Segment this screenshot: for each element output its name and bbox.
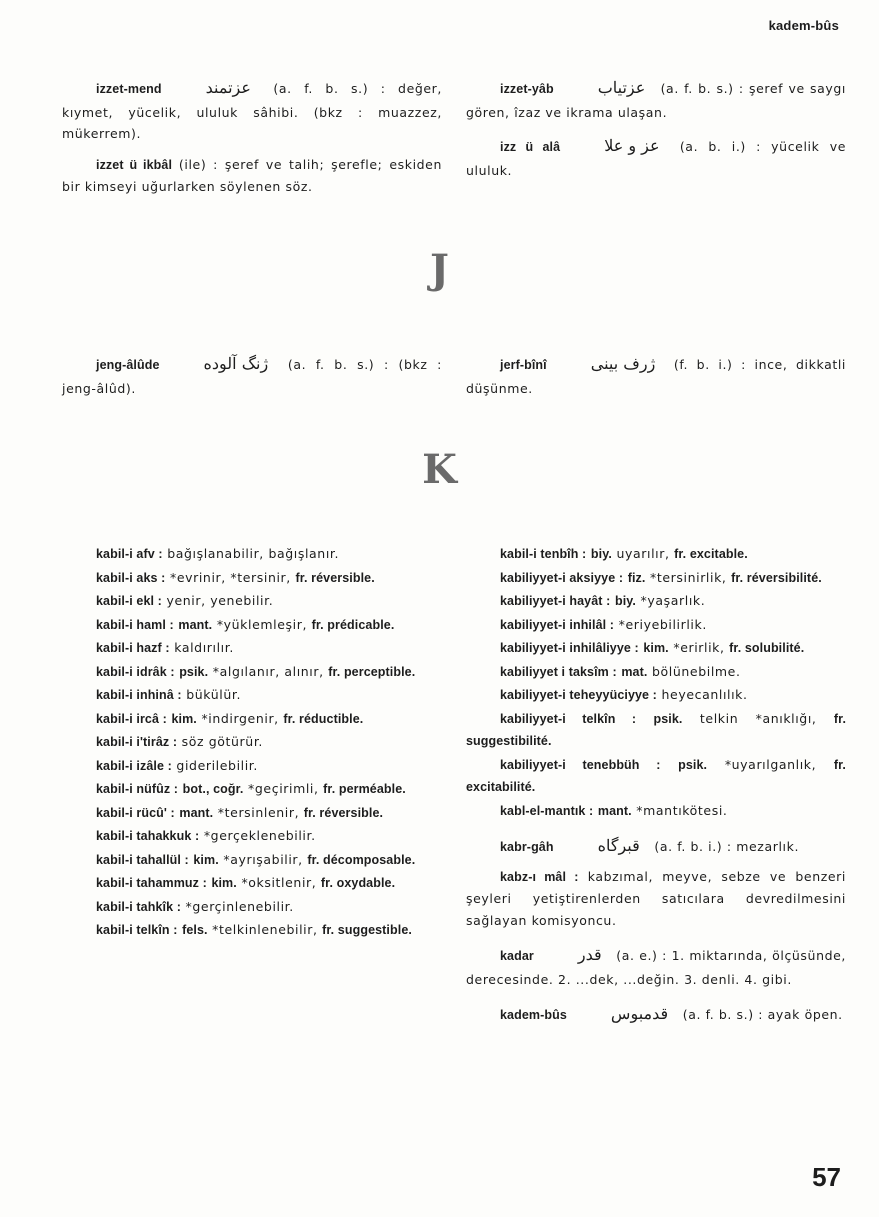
entry-headword: kabiliyyet-i inhilâl : [500,617,615,632]
entry-definition: söz götürür. [181,734,263,749]
entry-headword: kabil-i tahallül : [96,852,189,867]
entry-headword: kabil-i haml : [96,617,174,632]
entry-headword: kabil-i afv : [96,547,163,561]
dictionary-entry [466,350,846,399]
dictionary-entry [466,132,846,181]
dictionary-entry [466,74,846,123]
entry-headword: kabil-i inhinâ : [96,688,182,702]
entry-french-equivalent: fr. décomposable. [307,852,416,867]
dictionary-entry [62,825,442,848]
dictionary-entry [62,543,442,566]
dictionary-entry [466,614,846,637]
entry-definition: *ayrışabilir, [223,851,303,867]
entry-domain-label: mat. [621,664,648,679]
entry-headword: kabiliyyet-i telkîn : [500,711,637,726]
entry-headword: kabiliyyet-i teheyyüciyye : [500,688,657,702]
entry-definition: uyarılır, [616,546,670,561]
entry-definition: *gerçeklenebilir. [203,828,316,843]
entry-domain-label: kim. [211,876,237,890]
entry-domain-label: biy. [590,547,612,561]
running-head: kadem-bûs [768,18,839,33]
dictionary-entry [466,708,846,753]
entry-headword: kabz-ı mâl : [500,869,579,884]
entry-definition: (a. f. b. s.) : şeref ve saygı gören, îzaz ve ikrama ulaşan. [466,81,846,120]
entry-definition: *evrinir, *tersinir, [169,569,291,585]
dictionary-entry [62,802,442,825]
entry-headword: kabil-i hazf : [96,641,170,655]
entry-definition: (a. f. b. s.) : (bkz : jeng-âlûd). [62,357,442,396]
entry-headword: kabl-el-mantık : [500,803,594,818]
entry-headword: kabr-gâh [500,840,554,854]
entry-headword: kabil-i tahakkuk : [96,829,200,843]
entry-arabic-script: عز و علا [604,136,660,156]
entry-french-equivalent: fr. excitable. [674,547,748,561]
dictionary-entry [62,872,442,895]
entry-headword: kabil-i tenbîh : [500,547,587,561]
dictionary-entry [62,778,442,801]
k-right-column [466,543,846,1034]
entry-headword: kabil-i tahammuz : [96,876,207,890]
dictionary-entry [62,755,442,778]
entry-french-equivalent: fr. réversible. [303,805,384,820]
dictionary-entry [62,74,442,145]
entry-definition: yenir, yenebilir. [166,593,274,608]
entry-definition: (f. b. i.) : ince, dikkatli düşünme. [466,357,846,396]
entry-french-equivalent: fr. réversibilité. [731,570,822,585]
j-left-column [62,350,442,408]
entry-definition: kabzımal, meyve, sebze ve benzeri şeyleri yetiştirenlerden satıcılara devredilmesini sağlayan komisyoncu. [466,868,846,928]
entry-definition: *indirgenir, [201,710,279,726]
page-number: 57 [812,1162,841,1192]
j-right-column [466,350,846,408]
entry-definition: *tersinlenir, [217,804,300,820]
dictionary-entry [466,684,846,707]
entry-domain-label: kim. [643,641,669,655]
dictionary-entry [466,1000,846,1028]
entry-headword: kabiliyyet i taksîm : [500,664,617,679]
entry-headword: kadar [500,949,534,964]
entry-french-equivalent: fr. réductible. [283,711,364,726]
entry-french-equivalent: fr. prédicable. [311,617,395,632]
dictionary-entry [62,350,442,399]
dictionary-entry [62,637,442,660]
entry-definition: *oksitlenir, [241,875,317,890]
entry-definition: *eriyebilirlik. [618,616,707,632]
dictionary-entry [62,849,442,872]
entry-definition: *yüklemleşir, [216,616,308,632]
entry-definition: *erirlik, [673,640,725,655]
entry-domain-label: mant. [597,803,632,818]
entry-definition: *uyarılganlık, [724,756,817,772]
entry-definition: *geçirimli, [248,781,319,796]
entry-headword: jeng-âlûde [96,358,160,372]
entry-headword: kabiliyyet-i aksiyye : [500,570,624,585]
entry-definition: (a. f. b. s.) : değer, kıymet, yücelik, ululuk sâhibi. (bkz : muazzez, mükerrem). [62,81,442,142]
entry-headword: kabil-i telkîn : [96,923,178,937]
entry-domain-label: psik. [179,664,209,679]
dictionary-entry [62,731,442,754]
entry-domain-label: kim. [193,852,219,867]
dictionary-entry [466,590,846,613]
entry-definition: (a. f. b. i.) : mezarlık. [654,839,800,854]
dictionary-entry [62,590,442,613]
entry-headword: izzet ü ikbâl [96,157,173,172]
entry-definition: *yaşarlık. [640,593,706,608]
entry-french-equivalent: fr. perceptible. [328,664,416,679]
entry-domain-label: biy. [614,594,636,608]
entry-headword: kabil-i i'tirâz : [96,735,178,749]
entry-headword: kabil-i tahkîk : [96,899,181,914]
entry-definition: *telkinlenebilir, [212,922,318,937]
entry-definition: *mantıkötesi. [636,802,728,818]
section-letter-j: J [430,246,449,293]
entry-definition: *algılanır, alınır, [212,663,324,679]
entry-french-equivalent: fr. suggestible. [322,923,412,937]
entry-french-equivalent: fr. oxydable. [320,876,396,890]
entry-definition: (a. b. i.) : yücelik ve ululuk. [466,139,846,178]
dictionary-entry [62,567,442,590]
top-left-column [62,74,442,207]
entry-headword: izzet-yâb [500,82,554,96]
dictionary-entry [466,661,846,684]
entry-definition: *tersinirlik, [650,569,727,585]
entry-french-equivalent: fr. suggestibilité. [466,711,847,748]
entry-definition: telkin *anıklığı, [699,710,817,726]
dictionary-entry [466,637,846,660]
dictionary-entry [466,832,846,860]
dictionary-entry [466,754,846,799]
entry-definition: kaldırılır. [174,640,234,655]
dictionary-entry [62,684,442,707]
dictionary-entry [62,896,442,919]
entry-headword: kabiliyyet-i tenebbüh : [500,757,661,772]
entry-definition: *gerçinlenebilir. [185,898,294,914]
entry-french-equivalent: fr. excitabilité. [466,757,846,794]
dictionary-entry [466,941,846,990]
entry-definition: giderilebilir. [176,757,258,773]
top-right-column [466,74,846,190]
entry-arabic-script: ژنگ آلوده [203,354,269,373]
entry-arabic-script: عزتمند [205,78,251,97]
dictionary-entry [466,543,846,566]
entry-headword: kabil-i aks : [96,570,166,585]
dictionary-entry [466,866,846,932]
entry-domain-label: mant. [178,617,213,632]
dictionary-entry [62,614,442,637]
entry-definition: bölünebilme. [652,663,741,679]
entry-domain-label: mant. [179,805,214,820]
dictionary-entry [62,708,442,731]
entry-arabic-script: عزتياب [597,78,646,97]
entry-domain-label: fiz. [627,570,646,585]
dictionary-entry [62,919,442,942]
k-left-column [62,543,442,943]
entry-headword: kabil-i izâle : [96,758,172,773]
entry-domain-label: psik. [653,711,683,726]
entry-arabic-script: قدمبوس [610,1004,669,1024]
dictionary-entry [466,567,846,590]
dictionary-entry [62,661,442,684]
entry-definition: (a. e.) : 1. miktarında, ölçüsünde, derecesinde. 2. ...dek, ...değin. 3. denli. 4. gibi. [466,948,846,987]
section-letter-k: K [422,446,457,493]
entry-french-equivalent: fr. réversible. [295,570,375,585]
entry-headword: kabil-i rücû' : [96,805,175,820]
entry-arabic-script: قدر [577,945,602,965]
entry-headword: kabil-i ekl : [96,594,162,608]
entry-domain-label: bot., coğr. [182,782,244,796]
entry-definition: (ile) : şeref ve talih; şerefle; eskiden bir kimseyi uğurlarken söylenen söz. [62,156,442,195]
dictionary-entry [62,154,442,198]
entry-arabic-script: ژرف بینی [590,354,656,373]
entry-headword: kabil-i nüfûz : [96,782,179,796]
entry-headword: kadem-bûs [500,1008,567,1023]
entry-headword: kabiliyyet-i hayât : [500,594,611,608]
entry-headword: izzet-mend [96,82,162,96]
entry-domain-label: kim. [171,711,197,726]
entry-headword: kabil-i ircâ : [96,711,167,726]
entry-headword: jerf-bînî [500,358,547,372]
entry-french-equivalent: fr. solubilité. [729,641,805,655]
entry-headword: izz ü alâ [500,140,561,155]
entry-headword: kabil-i idrâk : [96,664,175,679]
entry-definition: heyecanlılık. [661,687,748,702]
entry-headword: kabiliyyet-i inhilâliyye : [500,641,639,655]
dictionary-entry [466,800,846,823]
entry-arabic-script: قبرگاه [597,836,640,855]
entry-definition: bükülür. [186,687,242,702]
entry-domain-label: fels. [182,923,208,937]
entry-definition: bağışlanabilir, bağışlanır. [167,546,340,561]
entry-domain-label: psik. [678,757,708,772]
entry-french-equivalent: fr. perméable. [323,782,406,796]
entry-definition: (a. f. b. s.) : ayak öpen. [682,1007,843,1023]
